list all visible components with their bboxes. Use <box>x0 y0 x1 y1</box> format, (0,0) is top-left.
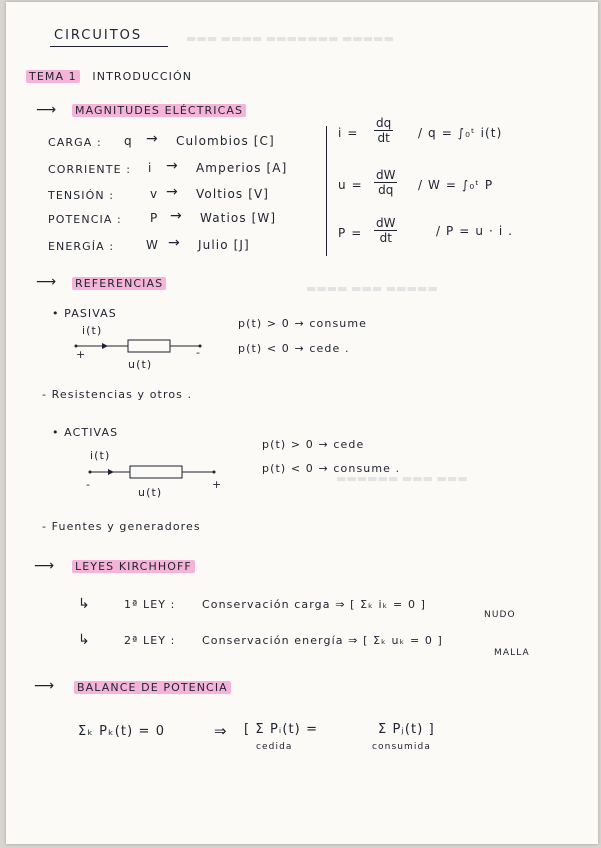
mag-unit: Julio [J] <box>198 238 250 252</box>
formula-lhs: u = <box>338 178 363 192</box>
mag-name: TENSIÓN : <box>48 189 115 202</box>
topic-name: INTRODUCCIÓN <box>92 70 193 83</box>
mag-name: ENERGÍA : <box>48 240 115 253</box>
balance-sub-consumida: consumida <box>372 742 431 752</box>
pasivas-plus: + <box>76 348 87 361</box>
balance-eq-left: Σₖ Pₖ(t) = 0 <box>78 724 166 739</box>
pasivas-rule: p(t) < 0 → cede . <box>238 342 350 355</box>
topic-line <box>26 70 192 83</box>
law1-sub: NUDO <box>484 610 516 620</box>
mag-unit: Amperios [A] <box>196 161 288 175</box>
mag-unit: Watios [W] <box>200 211 277 225</box>
mag-symbol: W <box>146 238 159 252</box>
arrow-icon: ⟶ <box>34 558 55 574</box>
activas-minus: - <box>86 478 92 491</box>
arrow-icon: → <box>146 131 158 147</box>
law2-sub: MALLA <box>494 648 530 658</box>
mag-symbol: v <box>150 187 159 201</box>
bleed-through-text: ▬▬▬▬▬▬ ▬▬▬ ▬▬▬ <box>336 472 468 485</box>
arrow-icon: ⟶ <box>36 274 57 290</box>
activas-plus: + <box>212 478 223 491</box>
notebook-page <box>6 2 598 844</box>
title-underline <box>50 46 168 47</box>
formula-rhs: / W = ∫₀ᵗ P <box>418 178 494 192</box>
arrow-icon: ⟶ <box>34 678 55 694</box>
bleed-through-text: ▬▬▬ ▬▬▬▬ ▬▬▬▬▬▬▬ ▬▬▬▬▬ <box>186 32 394 45</box>
referencias-heading: REFERENCIAS <box>72 277 166 290</box>
balance-sub-cedida: cedida <box>256 742 293 752</box>
formula-lhs: i = <box>338 126 359 140</box>
bleed-through-text: ▬▬▬▬ ▬▬▬ ▬▬▬▬▬ <box>306 282 438 295</box>
arrow-icon: → <box>168 235 180 251</box>
kirchhoff-heading: LEYES KIRCHHOFF <box>72 560 195 573</box>
mag-symbol: q <box>124 134 133 148</box>
balance-eq-right-b: Σ Pⱼ(t) ] <box>378 722 435 737</box>
hook-arrow-icon: ↳ <box>78 632 90 648</box>
law1-label: 1ª LEY : <box>124 598 176 611</box>
law1-text: Conservación carga ⇒ [ Σₖ iₖ = 0 ] <box>202 598 427 611</box>
passive-circuit-diagram <box>72 336 212 356</box>
activas-rule: p(t) < 0 → consume . <box>262 462 401 475</box>
arrow-icon: ⟶ <box>36 102 57 118</box>
activas-current: i(t) <box>90 449 111 462</box>
mag-symbol: P <box>150 211 159 225</box>
divider-line <box>326 126 327 256</box>
pasivas-note: - Resistencias y otros . <box>42 388 193 401</box>
mag-name: POTENCIA : <box>48 213 122 226</box>
formula-fraction: $\frac{dq}{dt}$ <box>376 116 392 145</box>
mag-unit: Culombios [C] <box>176 134 275 148</box>
page-title: CIRCUITOS <box>54 28 143 43</box>
pasivas-rule: p(t) > 0 → consume <box>238 317 368 330</box>
magnitudes-heading: MAGNITUDES ELÉCTRICAS <box>72 104 246 117</box>
mag-name: CARGA : <box>48 136 102 149</box>
hook-arrow-icon: ↳ <box>78 596 90 612</box>
pasivas-current: i(t) <box>82 324 103 337</box>
activas-note: - Fuentes y generadores <box>42 520 201 533</box>
balance-heading: BALANCE DE POTENCIA <box>74 681 231 694</box>
pasivas-label: • PASIVAS <box>52 307 117 320</box>
pasivas-voltage: u(t) <box>128 358 153 371</box>
law2-label: 2ª LEY : <box>124 634 176 647</box>
tema-label: TEMA 1 <box>26 70 80 83</box>
law2-text: Conservación energía ⇒ [ Σₖ uₖ = 0 ] <box>202 634 443 647</box>
active-circuit-diagram <box>86 462 226 482</box>
activas-label: • ACTIVAS <box>52 426 119 439</box>
formula-fraction: $\frac{dW}{dq}$ <box>376 168 396 197</box>
mag-name: CORRIENTE : <box>48 163 132 176</box>
arrow-icon: → <box>170 208 182 224</box>
formula-rhs: / P = u · i . <box>436 224 514 238</box>
pasivas-minus: - <box>196 346 202 359</box>
activas-voltage: u(t) <box>138 486 163 499</box>
arrow-icon: → <box>166 158 178 174</box>
formula-lhs: P = <box>338 226 363 240</box>
arrow-icon: → <box>166 184 178 200</box>
mag-symbol: i <box>148 161 153 175</box>
activas-rule: p(t) > 0 → cede <box>262 438 365 451</box>
formula-fraction: $\frac{dW}{dt}$ <box>376 216 396 245</box>
mag-unit: Voltios [V] <box>196 187 270 201</box>
formula-rhs: / q = ∫₀ᵗ i(t) <box>418 126 503 140</box>
balance-eq-right-a: [ Σ Pᵢ(t) = <box>244 722 319 737</box>
implies-arrow: ⇒ <box>214 722 228 740</box>
